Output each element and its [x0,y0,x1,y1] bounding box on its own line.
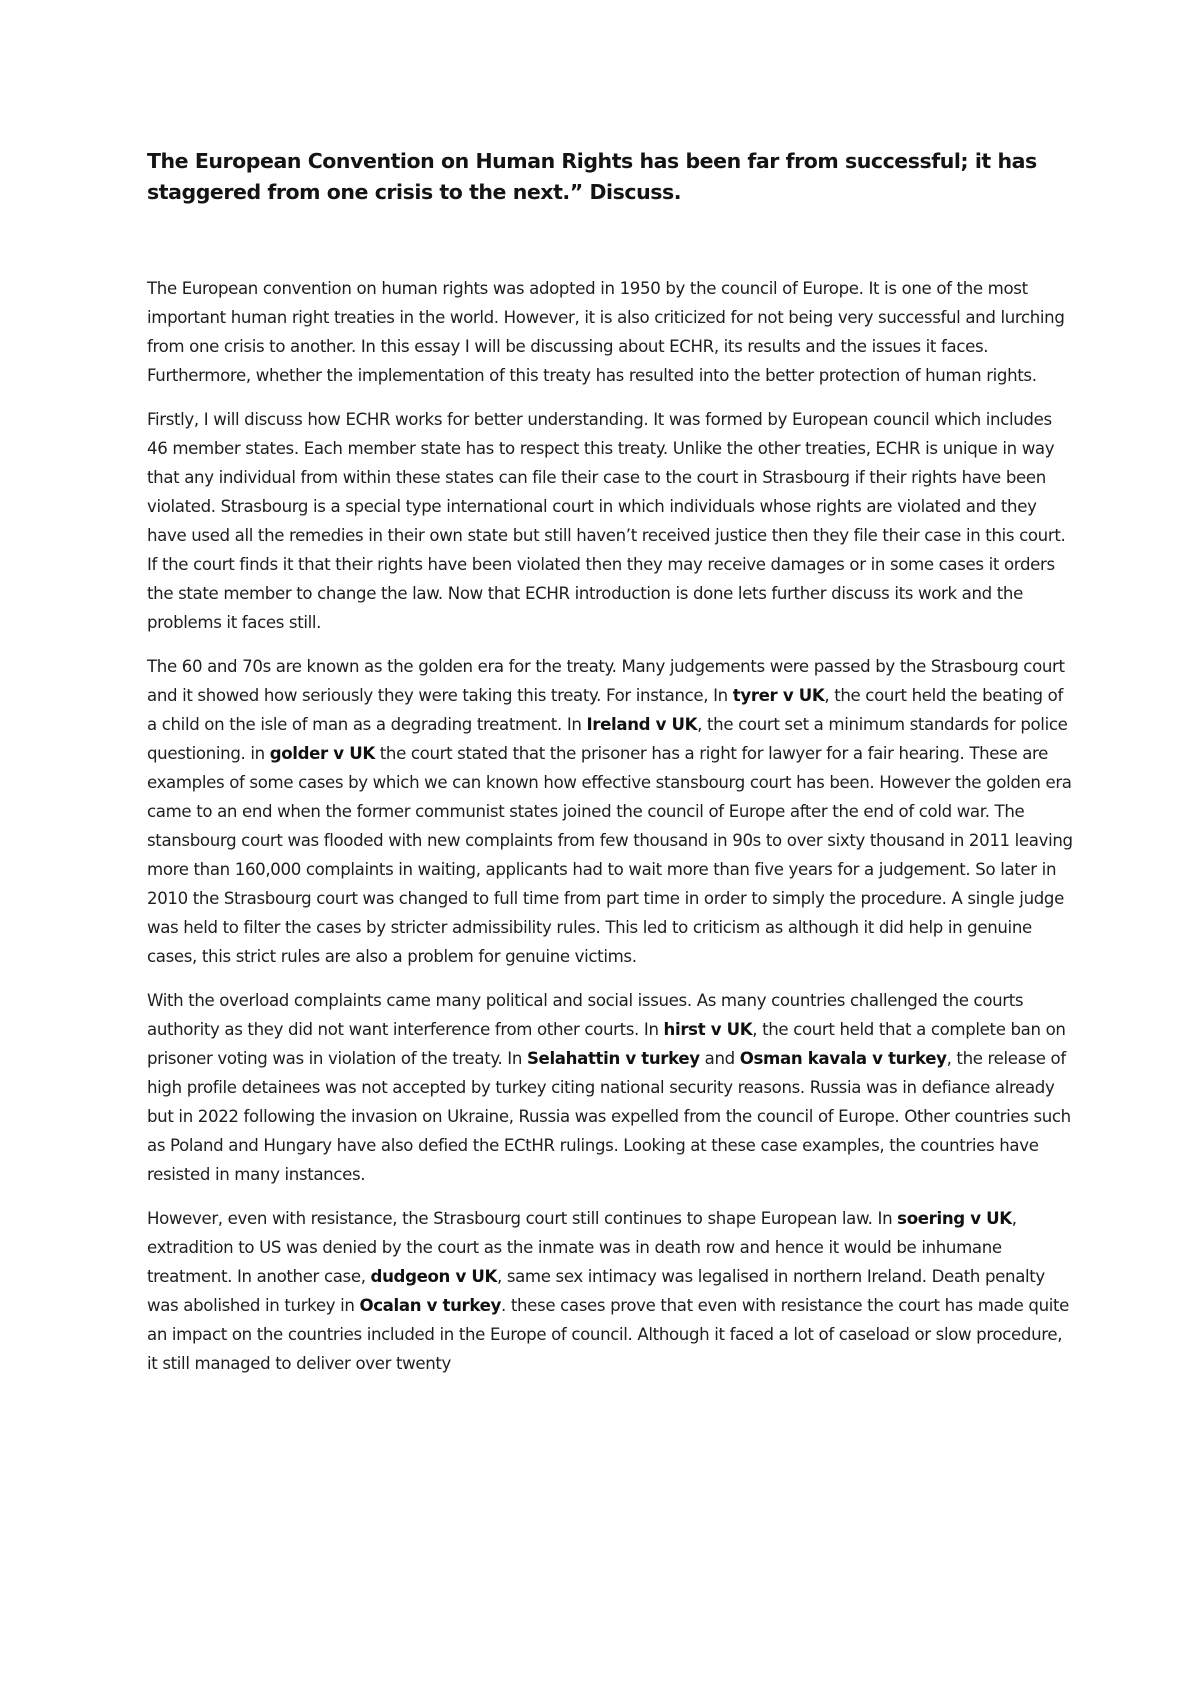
paragraph-text: and [699,1049,740,1068]
case-name: dudgeon v UK [370,1267,497,1286]
paragraph-text: , the release of high profile detainees was not accepted by turkey citing national security reasons. Russia was in defiance already but in 2022 following the invasion on Ukraine, Russia was expelled from the council of Europe. Other countries such as Poland and Hungary have also defied the ECtHR rulings. Looking at these case examples, the countries have resisted in many instances. [147,1049,1071,1184]
paragraph-text: , same sex intimacy was legalised in northern Ireland. Death penalty was abolished in turkey in [147,1267,1045,1315]
paragraph-text: However, even with resistance, the Strasbourg court still continues to shape European law. In [147,1209,898,1228]
paragraph-text: the court stated that the prisoner has a right for lawyer for a fair hearing. These are examples of some cases by which we can known how effective stansbourg court has been. However the golden era came to an end when the former communist states joined the council of Europe after the end of cold war. The stansbourg court was flooded with new complaints from few thousand in 90s to over sixty thousand in 2011 leaving more than 160,000 complaints in waiting, applicants had to wait more than five years for a judgement. So later in 2010 the Strasbourg court was changed to full time from part time in order to simply the procedure. A single judge was held to filter the cases by stricter admissibility rules. This led to criticism as although it did help in genuine cases, this strict rules are also a problem for genuine victims. [147,744,1073,966]
essay-body [147,274,1077,1393]
paragraph-text: . these cases prove that even with resistance the court has made quite an impact on the countries included in the Europe of council. Although it faced a lot of caseload or slow procedure, it still managed to deliver over twenty [147,1296,1070,1373]
case-name: Ireland v UK [586,715,698,734]
paragraph-shaping-european-law [147,1204,1077,1378]
paragraph-introduction [147,274,1077,390]
case-name: Osman kavala v turkey [739,1049,947,1068]
essay-title: The European Convention on Human Rights has been far from successful; it has staggered from one crisis to the next.” Discuss. [147,149,1037,204]
paragraph-text: The 60 and 70s are known as the golden era for the treaty. Many judgements were passed by the Strasbourg court and it showed how seriously they were taking this treaty. For instance, In [147,657,1065,705]
paragraph-golden-era [147,652,1077,971]
paragraph-text: , extradition to US was denied by the court as the inmate was in death row and hence it would be inhumane treatment. In another case, [147,1209,1017,1286]
paragraph-text: , the court held that a complete ban on prisoner voting was in violation of the treaty. In [147,1020,1066,1068]
case-name: golder v UK [269,744,375,763]
paragraph-how-echr-works [147,405,1077,637]
case-name: soering v UK [897,1209,1012,1228]
case-name: hirst v UK [663,1020,753,1039]
case-name: Ocalan v turkey [359,1296,501,1315]
paragraph-text: With the overload complaints came many political and social issues. As many countries challenged the courts authority as they did not want interference from other courts. In [147,991,1024,1039]
paragraph-text: The European convention on human rights was adopted in 1950 by the council of Europe. It is one of the most important human right treaties in the world. However, it is also criticized for not being very successful and lurching from one crisis to another. In this essay I will be discussing about ECHR, its results and the issues it faces. Furthermore, whether the implementation of this treaty has resulted into the better protection of human rights. [147,279,1065,385]
case-name: tyrer v UK [732,686,825,705]
paragraph-text: Firstly, I will discuss how ECHR works for better understanding. It was formed by European council which includes 46 member states. Each member state has to respect this treaty. Unlike the other treaties, ECHR is unique in way that any individual from within these states can file their case to the court in Strasbourg if their rights have been violated. Strasbourg is a special type international court in which individuals whose rights are violated and they have used all the remedies in their own state but still haven’t received justice then they file their case in this court. If the court finds it that their rights have been violated then they may receive damages or in some cases it orders the state member to change the law. Now that ECHR introduction is done lets further discuss its work and the problems it faces still. [147,410,1066,632]
paragraph-political-issues [147,986,1077,1189]
case-name: Selahattin v turkey [526,1049,700,1068]
paragraph-text: , the court set a minimum standards for police questioning. in [147,715,1068,763]
paragraph-text: , the court held the beating of a child on the isle of man as a degrading treatment. In [147,686,1063,734]
